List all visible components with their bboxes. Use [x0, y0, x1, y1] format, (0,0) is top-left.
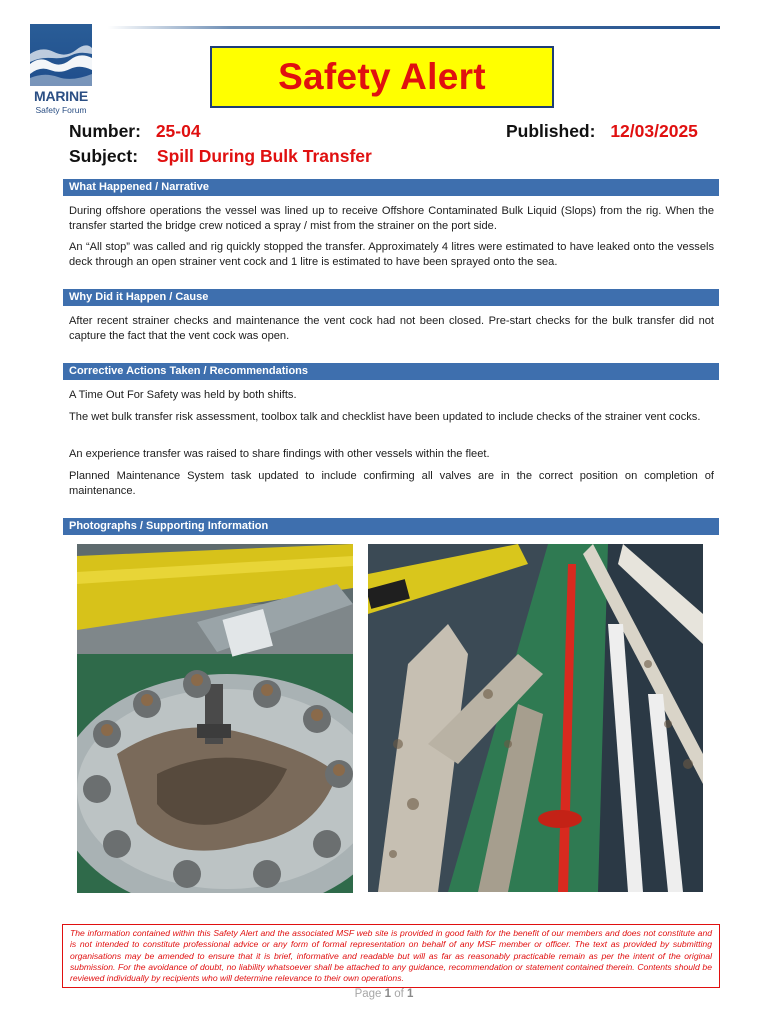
section-header-narrative — [63, 179, 719, 196]
disclaimer: The information contained within this Safety Alert and the associated MSF web site is provided in good faith for the benefit of our members and does not constitute and is not intended to constitute professional advice or any form of formal representation on behalf of any MSF member or officer. The text as provided by submitting organisations may be amended to ensure that it is brief, informative and readable but will as far as reasonably practicable remain as per the intent of the original submission. For the avoidance of doubt, no liability whatsoever shall be attached to any guidance, recommendation or statement contained therein. Contents should be reviewed individually by recipients who will determine relevance to their own operations. — [62, 924, 720, 988]
action-item: Planned Maintenance System task updated to include confirming all valves are in the correct position on completion of maintenance. — [69, 470, 714, 498]
section-header-cause — [63, 289, 719, 306]
section-title: Corrective Actions Taken / Recommendations — [69, 365, 309, 377]
narrative-paragraph: An “All stop” was called and rig quickly stopped the transfer. Approximately 4 litres were estimated to have leaked onto the vessels deck through an open strainer vent cock and 1 litre is estimated to have been sprayed onto the sea. — [69, 241, 714, 269]
section-title: Why Did it Happen / Cause — [69, 291, 209, 303]
section-header-actions — [63, 363, 719, 380]
section-title: Photographs / Supporting Information — [69, 520, 269, 532]
msf-logo — [26, 24, 96, 120]
number-label: Number: — [69, 121, 141, 141]
page-number — [0, 988, 768, 1000]
page-current: 1 — [384, 988, 392, 1000]
subject-value: Spill During Bulk Transfer — [156, 146, 372, 166]
number-value: 25-04 — [155, 121, 201, 141]
published-label: Published: — [506, 121, 596, 141]
alert-number — [69, 121, 201, 142]
section-header-photos — [63, 518, 719, 535]
logo-wordmark: MARINE — [33, 88, 89, 104]
alert-title-box — [210, 46, 554, 108]
alert-published — [506, 121, 698, 142]
narrative-paragraph: During offshore operations the vessel was lined up to receive Offshore Contaminated Bulk Liquid (Slops) from the rig. When the transfer started the bridge crew noticed a spray / mist from the strainer on the port side. — [69, 205, 714, 233]
photo-deck-pipework — [368, 544, 703, 892]
alert-subject — [69, 146, 372, 167]
page-total: 1 — [407, 988, 414, 1000]
published-date: 12/03/2025 — [610, 121, 698, 141]
cause-paragraph: After recent strainer checks and maintenance the vent cock had not been closed. Pre-start checks for the bulk transfer did not capture the fact that the vent cock was open. — [69, 315, 714, 343]
action-item: An experience transfer was raised to share findings with other vessels within the fleet. — [69, 448, 490, 460]
header-rule — [108, 26, 720, 29]
action-item: The wet bulk transfer risk assessment, toolbox talk and checklist have been updated to include checks of the strainer vent cocks. — [69, 411, 701, 423]
subject-label: Subject: — [69, 146, 139, 166]
photo-strainer — [77, 544, 353, 893]
page-of: of — [394, 988, 404, 1000]
alert-title: Safety Alert — [278, 56, 486, 97]
logo-subtitle: Safety Forum — [35, 105, 87, 115]
page-prefix: Page — [354, 988, 382, 1000]
section-title: What Happened / Narrative — [69, 181, 209, 193]
action-item: A Time Out For Safety was held by both shifts. — [69, 389, 297, 401]
wave-icon — [30, 24, 92, 86]
